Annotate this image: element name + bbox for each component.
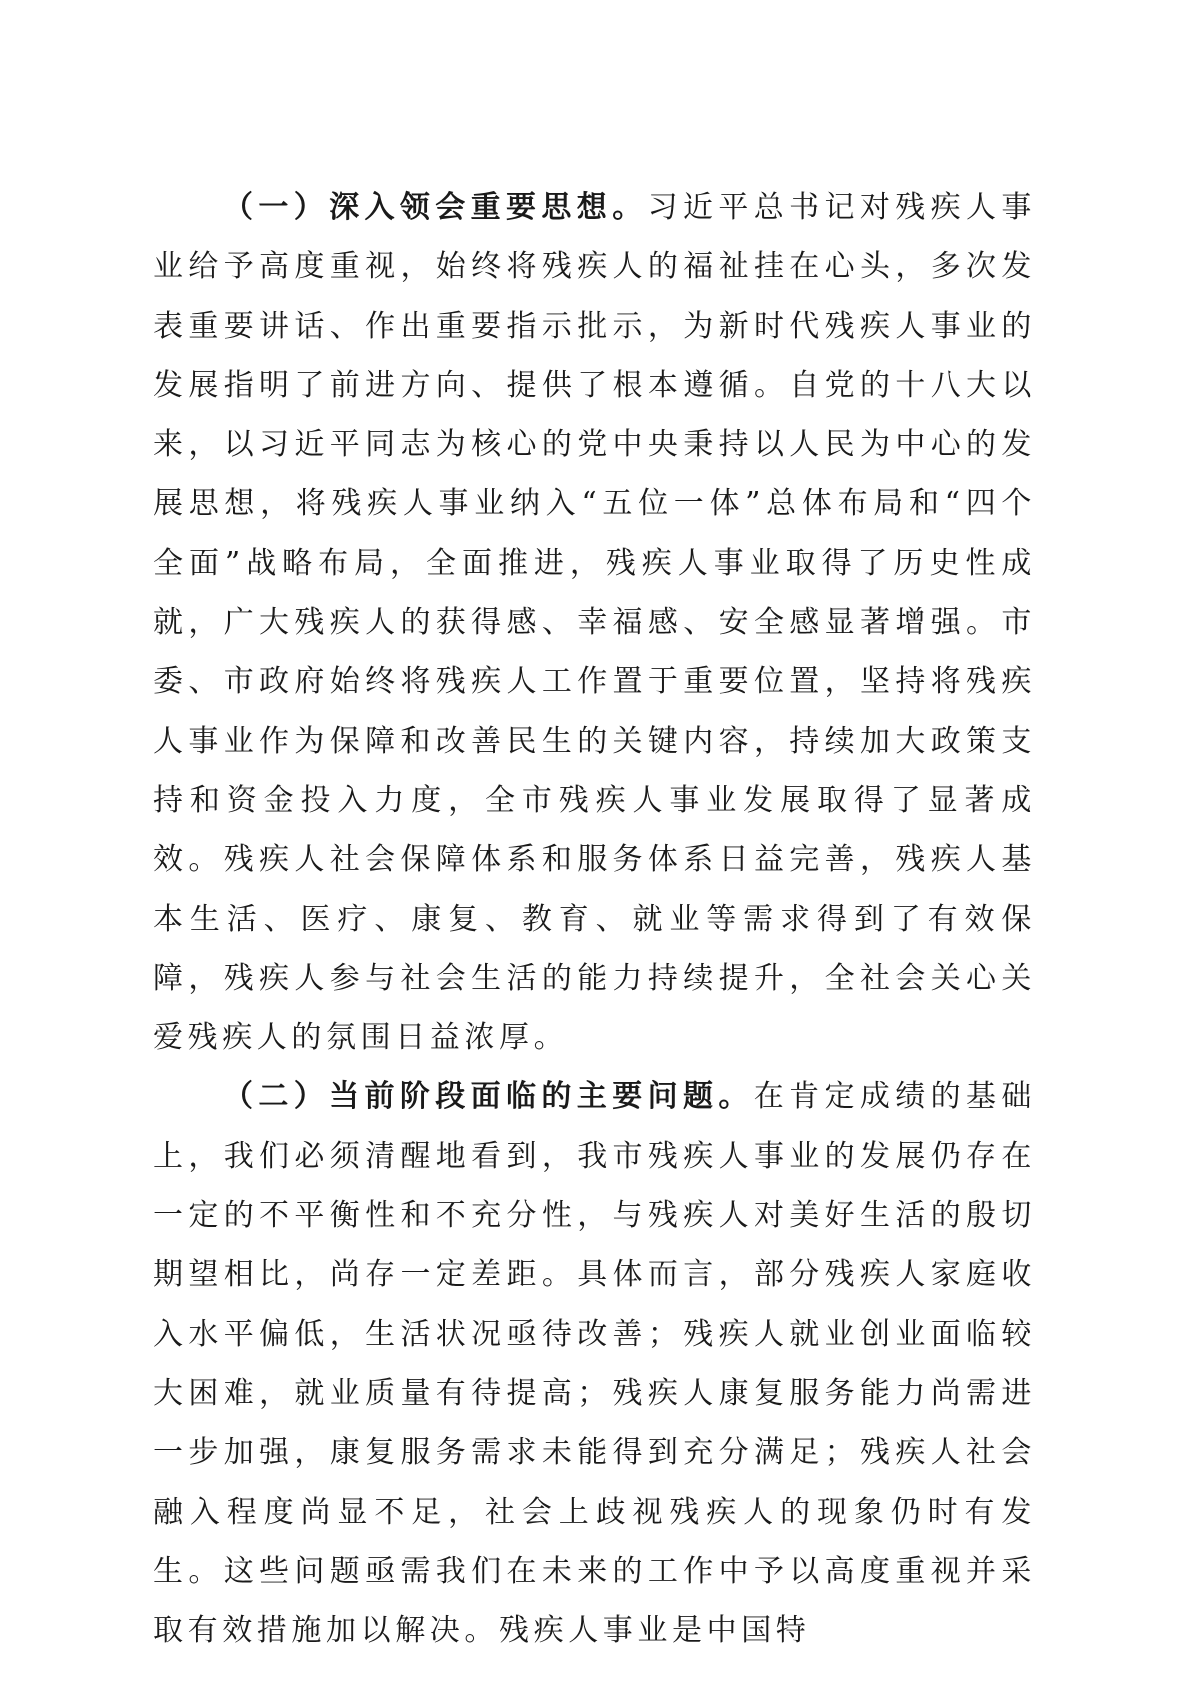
paragraph-2 (153, 1067, 1036, 1660)
paragraph-1 (153, 178, 1036, 1067)
document-body (153, 178, 1036, 1660)
paragraph-2-text: 在肯定成绩的基础上，我们必须清醒地看到，我市残疾人事业的发展仍存在一定的不平衡性和不充分性，与残疾人对美好生活的殷切期望相比，尚存一定差距。具体而言，部分残疾人家庭收入水平偏低，生活状况亟待改善；残疾人就业创业面临较大困难，就业质量有待提高；残疾人康复服务能力尚需进一步加强，康复服务需求未能得到充分满足；残疾人社会融入程度尚显不足，社会上歧视残疾人的现象仍时有发生。这些问题亟需我们在未来的工作中予以高度重视并采取有效措施加以解决。残疾人事业是中国特 (153, 1079, 1036, 1649)
section-heading-1: （一）深入领会重要思想。 (223, 190, 648, 225)
paragraph-1-text: 习近平总书记对残疾人事业给予高度重视，始终将残疾人的福祉挂在心头，多次发表重要讲话、作出重要指示批示，为新时代残疾人事业的发展指明了前进方向、提供了根本遵循。自党的十八大以来，以习近平同志为核心的党中央秉持以人民为中心的发展思想，将残疾人事业纳入“五位一体”总体布局和“四个全面”战略布局，全面推进，残疾人事业取得了历史性成就，广大残疾人的获得感、幸福感、安全感显著增强。市委、市政府始终将残疾人工作置于重要位置，坚持将残疾人事业作为保障和改善民生的关键内容，持续加大政策支持和资金投入力度，全市残疾人事业发展取得了显著成效。残疾人社会保障体系和服务体系日益完善，残疾人基本生活、医疗、康复、教育、就业等需求得到了有效保障，残疾人参与社会生活的能力持续提升，全社会关心关爱残疾人的氛围日益浓厚。 (153, 190, 1036, 1056)
section-heading-2: （二）当前阶段面临的主要问题。 (223, 1079, 754, 1115)
